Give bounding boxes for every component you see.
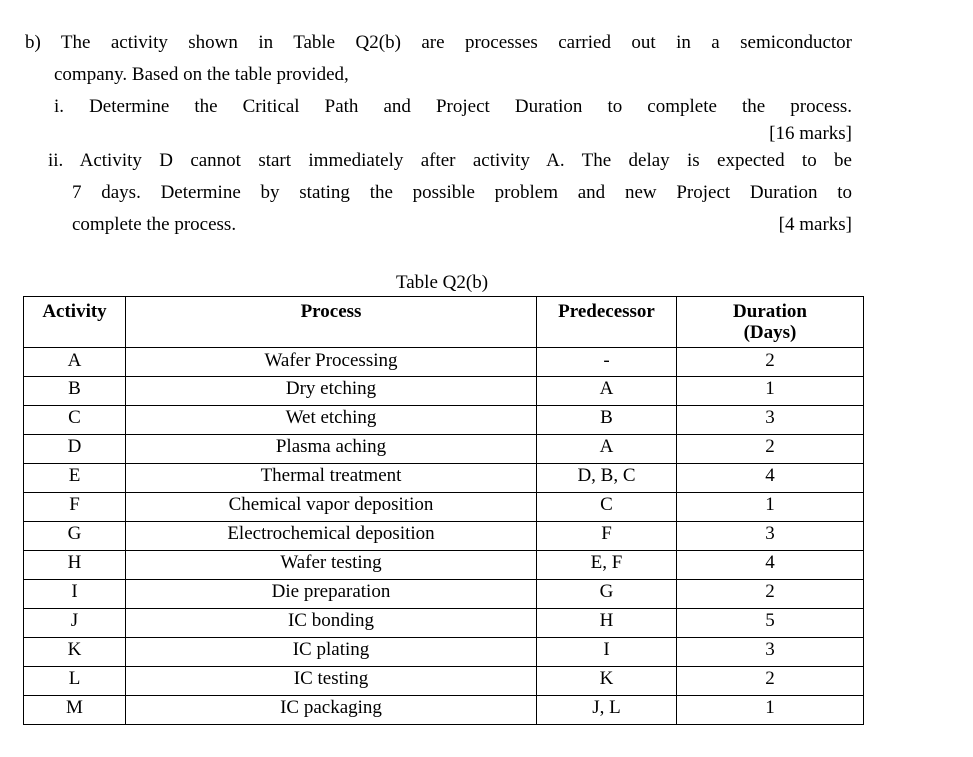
cell-activity: I <box>24 580 126 609</box>
cell-duration: 3 <box>677 638 864 667</box>
cell-duration: 3 <box>677 522 864 551</box>
cell-duration: 2 <box>677 667 864 696</box>
header-process: Process <box>126 297 537 348</box>
cell-predecessor: I <box>537 638 677 667</box>
cell-activity: J <box>24 609 126 638</box>
cell-predecessor: G <box>537 580 677 609</box>
cell-process: Wafer Processing <box>126 348 537 377</box>
cell-activity: F <box>24 493 126 522</box>
header-predecessor: Predecessor <box>537 297 677 348</box>
cell-predecessor: E, F <box>537 551 677 580</box>
question-line-1: b) The activity shown in Table Q2(b) are processes carried out in a semiconductor <box>25 32 852 53</box>
question-line-2: company. Based on the table provided, <box>54 64 349 85</box>
cell-activity: B <box>24 377 126 406</box>
cell-process: IC packaging <box>126 696 537 725</box>
cell-predecessor: C <box>537 493 677 522</box>
table-row <box>24 667 864 696</box>
cell-predecessor: A <box>537 435 677 464</box>
cell-duration: 3 <box>677 406 864 435</box>
cell-activity: L <box>24 667 126 696</box>
cell-process: Wafer testing <box>126 551 537 580</box>
table-row <box>24 638 864 667</box>
table-row <box>24 696 864 725</box>
cell-process: Chemical vapor deposition <box>126 493 537 522</box>
table-row <box>24 580 864 609</box>
table-row <box>24 493 864 522</box>
cell-predecessor: K <box>537 667 677 696</box>
cell-duration: 1 <box>677 377 864 406</box>
cell-predecessor: F <box>537 522 677 551</box>
cell-process: Die preparation <box>126 580 537 609</box>
cell-predecessor: D, B, C <box>537 464 677 493</box>
table-row <box>24 348 864 377</box>
cell-process: Plasma aching <box>126 435 537 464</box>
cell-process: IC plating <box>126 638 537 667</box>
cell-process: Thermal treatment <box>126 464 537 493</box>
cell-activity: C <box>24 406 126 435</box>
cell-activity: M <box>24 696 126 725</box>
cell-activity: H <box>24 551 126 580</box>
cell-duration: 2 <box>677 348 864 377</box>
cell-duration: 2 <box>677 435 864 464</box>
cell-predecessor: - <box>537 348 677 377</box>
table-row <box>24 522 864 551</box>
cell-activity: K <box>24 638 126 667</box>
cell-activity: G <box>24 522 126 551</box>
table-row <box>24 435 864 464</box>
part-i-marks: [16 marks] <box>769 123 852 144</box>
header-duration-line1: Duration <box>733 301 807 322</box>
part-ii-line-2: 7 days. Determine by stating the possible problem and new Project Duration to <box>72 182 852 203</box>
cell-predecessor: J, L <box>537 696 677 725</box>
cell-predecessor: A <box>537 377 677 406</box>
table-row <box>24 377 864 406</box>
cell-duration: 4 <box>677 464 864 493</box>
cell-process: Electrochemical deposition <box>126 522 537 551</box>
cell-duration: 5 <box>677 609 864 638</box>
part-ii-line-1: ii. Activity D cannot start immediately after activity A. The delay is expected to be <box>48 150 852 171</box>
cell-duration: 1 <box>677 493 864 522</box>
cell-duration: 4 <box>677 551 864 580</box>
cell-activity: E <box>24 464 126 493</box>
cell-activity: A <box>24 348 126 377</box>
cell-activity: D <box>24 435 126 464</box>
cell-process: IC bonding <box>126 609 537 638</box>
part-ii-line-3: complete the process. <box>72 214 237 235</box>
cell-process: Wet etching <box>126 406 537 435</box>
table-row <box>24 609 864 638</box>
table-caption: Table Q2(b) <box>395 272 489 293</box>
cell-process: IC testing <box>126 667 537 696</box>
header-activity: Activity <box>24 297 126 348</box>
table-row <box>24 464 864 493</box>
header-duration <box>677 297 864 348</box>
cell-duration: 2 <box>677 580 864 609</box>
cell-predecessor: B <box>537 406 677 435</box>
part-ii-marks: [4 marks] <box>778 214 852 235</box>
header-duration-line2: (Days) <box>743 321 797 343</box>
activity-table <box>23 296 864 725</box>
table-header-row <box>24 297 864 348</box>
cell-duration: 1 <box>677 696 864 725</box>
cell-predecessor: H <box>537 609 677 638</box>
table-row <box>24 406 864 435</box>
part-i-text: i. Determine the Critical Path and Project Duration to complete the process. <box>54 96 852 117</box>
table-row <box>24 551 864 580</box>
cell-process: Dry etching <box>126 377 537 406</box>
